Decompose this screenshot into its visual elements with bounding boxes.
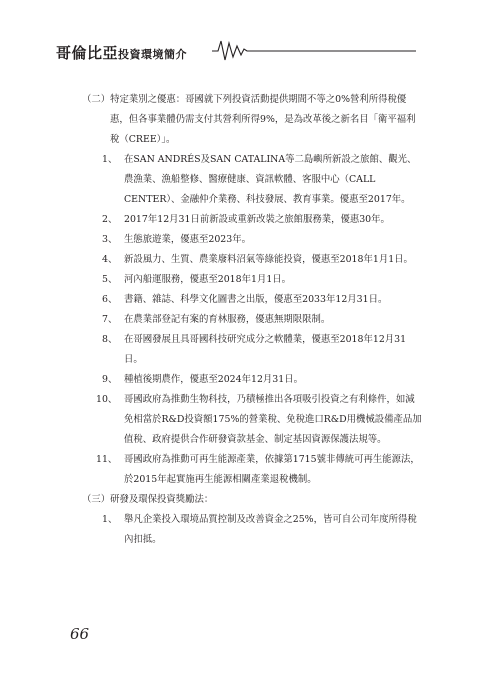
list-item-text: 河內船運服務，優惠至2018年1月1日。 bbox=[124, 274, 292, 285]
list-item-text: 2017年12月31日前新設或重新改裝之旅館服務業，優惠30年。 bbox=[124, 214, 390, 225]
list-item bbox=[82, 310, 422, 330]
list-item bbox=[82, 230, 422, 250]
list-item bbox=[82, 330, 422, 370]
incentive-list bbox=[82, 150, 422, 490]
list-item-text: 在哥國發展且具哥國科技研究成分之軟體業，優惠至2018年12月31日。 bbox=[124, 334, 407, 365]
list-item-number: 6、 bbox=[102, 294, 118, 305]
list-item-number: 4、 bbox=[102, 254, 118, 265]
section-2-text: 特定業別之優惠：哥國就下列投資活動提供期間不等之0%營利所得稅優惠，但各事業體仍需支付其營利所得9%，是為改革後之新名目「衛平福利稅（CREE）」。 bbox=[110, 94, 416, 145]
running-header bbox=[56, 38, 416, 64]
list-item-text: 舉凡企業投入環境品質控制及改善資金之25%，皆可自公司年度所得稅內扣抵。 bbox=[124, 514, 417, 545]
section-2-label: （二） bbox=[82, 94, 111, 105]
list-item-number: 10、 bbox=[96, 394, 118, 405]
section-3-label: （三） bbox=[82, 494, 111, 505]
list-item bbox=[82, 270, 422, 290]
header-title bbox=[56, 42, 187, 63]
list-item-text: 在農業部登記有案的育林服務，優惠無期限限制。 bbox=[124, 314, 331, 325]
header-title-sub: 投資環境簡介 bbox=[118, 48, 188, 61]
section-2-paragraph bbox=[82, 90, 422, 150]
list-item bbox=[82, 150, 422, 210]
header-title-main: 哥倫比亞 bbox=[56, 44, 119, 62]
rd-incentive-list bbox=[82, 510, 422, 550]
section-3-text: 研發及環保投資獎勵法： bbox=[110, 494, 214, 505]
list-item-text: 種植後期農作，優惠至2024年12月31日。 bbox=[124, 374, 303, 385]
list-item-text: 哥國政府為推動生物科技，乃積極推出各項吸引投資之有利條件，如減免相當於R&D投資額175%的營業稅、免稅進口R&D用機械設備產品加值稅、政府提供合作研發資款基金、制定基因資源保護法規等。 bbox=[124, 394, 422, 445]
list-item-number: 11、 bbox=[96, 454, 118, 465]
list-item bbox=[82, 250, 422, 270]
list-item-text: 新設風力、生質、農業廢料沼氣等綠能投資，優惠至2018年1月1日。 bbox=[124, 254, 413, 265]
page-number: 66 bbox=[70, 625, 90, 643]
list-item bbox=[82, 450, 422, 490]
list-item bbox=[82, 510, 422, 550]
list-item-number: 9、 bbox=[102, 374, 118, 385]
list-item-number: 5、 bbox=[102, 274, 118, 285]
list-item-text: 書籍、雜誌、科學文化圖書之出版，優惠至2033年12月31日。 bbox=[124, 294, 388, 305]
list-item-text: 哥國政府為推動可再生能源產業，依據第1715號非傳統可再生能源法，於2015年起實施再生能源相關產業退稅機制。 bbox=[124, 454, 420, 485]
heartbeat-line-decoration bbox=[212, 38, 416, 64]
list-item-number: 7、 bbox=[102, 314, 118, 325]
list-item-number: 8、 bbox=[102, 334, 118, 345]
list-item-number: 1、 bbox=[102, 514, 118, 525]
list-item-text: 生態旅遊業，優惠至2023年。 bbox=[124, 234, 251, 245]
list-item bbox=[82, 210, 422, 230]
section-3-paragraph bbox=[82, 490, 422, 510]
document-body bbox=[82, 90, 422, 550]
list-item-number: 3、 bbox=[102, 234, 118, 245]
list-item-number: 2、 bbox=[102, 214, 118, 225]
list-item bbox=[82, 390, 422, 450]
list-item-number: 1、 bbox=[102, 154, 118, 165]
list-item bbox=[82, 290, 422, 310]
list-item-text: 在SAN ANDRÉS及SAN CATALINA等二島嶼所新設之旅館、觀光、農漁業、漁船整修、醫療健康、資訊軟體、客服中心（CALL CENTER）、金融仲介業務、科技發展、教育事業。優惠至2017年。 bbox=[124, 154, 417, 205]
list-item bbox=[82, 370, 422, 390]
